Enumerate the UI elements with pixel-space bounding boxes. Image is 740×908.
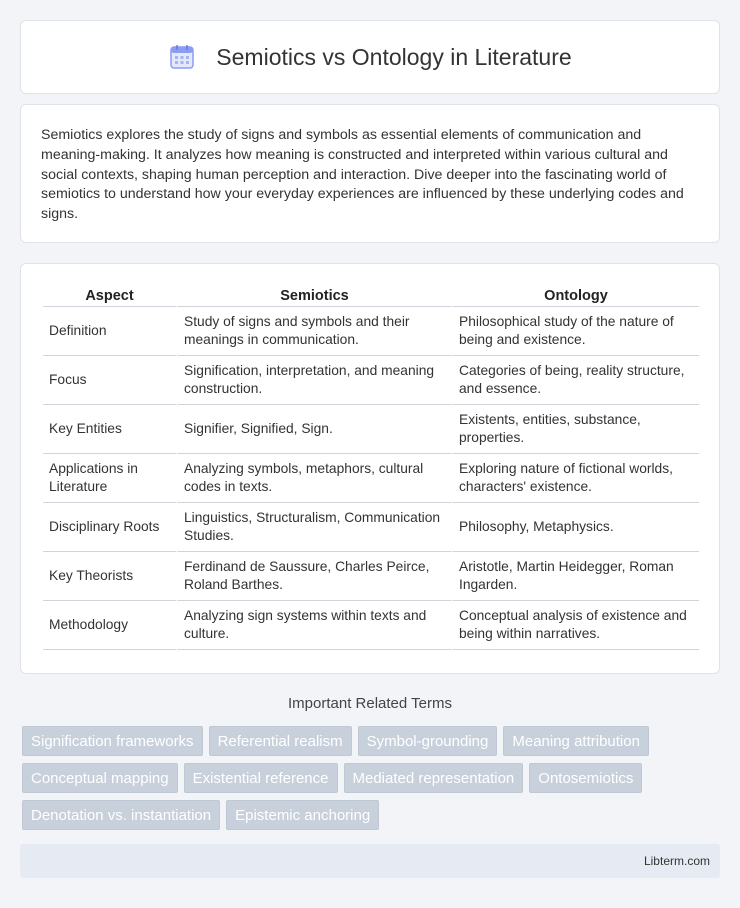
table-row	[43, 454, 699, 503]
aspect-cell: Definition	[43, 307, 176, 356]
footer	[20, 844, 720, 878]
intro-text: Semiotics explores the study of signs and symbols as essential elements of communication and meaning-making. It analyzes how meaning is constructed and interpreted within various cultural and social contexts, shaping human perception and interaction. Dive deeper into the fascinating world of semiotics to understand how your everyday experiences are influenced by these underlying codes and signs.	[41, 127, 684, 223]
table-row	[43, 503, 699, 552]
table-header-row	[43, 286, 699, 307]
aspect-cell: Key Entities	[43, 405, 176, 454]
related-term-tag[interactable]: Referential realism	[209, 726, 352, 756]
ontology-cell: Aristotle, Martin Heidegger, Roman Ingarden.	[451, 552, 699, 601]
related-terms-list	[22, 726, 722, 830]
calendar-icon	[168, 43, 196, 71]
comparison-table	[43, 286, 699, 650]
ontology-cell: Existents, entities, substance, properties.	[451, 405, 699, 454]
table-row	[43, 552, 699, 601]
semiotics-cell: Signifier, Signified, Sign.	[176, 405, 451, 454]
semiotics-cell: Study of signs and symbols and their meanings in communication.	[176, 307, 451, 356]
aspect-cell: Key Theorists	[43, 552, 176, 601]
table-row	[43, 601, 699, 650]
related-term-tag[interactable]: Mediated representation	[344, 763, 524, 793]
semiotics-cell: Signification, interpretation, and meaning construction.	[176, 356, 451, 405]
aspect-cell: Focus	[43, 356, 176, 405]
related-term-tag[interactable]: Conceptual mapping	[22, 763, 178, 793]
table-row	[43, 405, 699, 454]
aspect-cell: Disciplinary Roots	[43, 503, 176, 552]
table-row	[43, 307, 699, 356]
header-card	[20, 20, 720, 94]
related-term-tag[interactable]: Signification frameworks	[22, 726, 203, 756]
related-term-tag[interactable]: Ontosemiotics	[529, 763, 642, 793]
header-semiotics: Semiotics	[176, 286, 451, 307]
semiotics-cell: Linguistics, Structuralism, Communication Studies.	[176, 503, 451, 552]
ontology-cell: Conceptual analysis of existence and being within narratives.	[451, 601, 699, 650]
ontology-cell: Exploring nature of fictional worlds, characters' existence.	[451, 454, 699, 503]
header-ontology: Ontology	[451, 286, 699, 307]
related-term-tag[interactable]: Symbol-grounding	[358, 726, 498, 756]
header-aspect: Aspect	[43, 286, 176, 307]
related-term-tag[interactable]: Meaning attribution	[503, 726, 649, 756]
aspect-cell: Applications in Literature	[43, 454, 176, 503]
aspect-cell: Methodology	[43, 601, 176, 650]
semiotics-cell: Analyzing symbols, metaphors, cultural codes in texts.	[176, 454, 451, 503]
related-term-tag[interactable]: Epistemic anchoring	[226, 800, 379, 830]
related-term-tag[interactable]: Denotation vs. instantiation	[22, 800, 220, 830]
related-terms-title: Important Related Terms	[288, 695, 452, 712]
semiotics-cell: Analyzing sign systems within texts and culture.	[176, 601, 451, 650]
ontology-cell: Philosophical study of the nature of being and existence.	[451, 307, 699, 356]
footer-site-link[interactable]: Libterm.com	[643, 854, 710, 868]
table-row	[43, 356, 699, 405]
semiotics-cell: Ferdinand de Saussure, Charles Peirce, Roland Barthes.	[176, 552, 451, 601]
intro-card	[20, 104, 720, 243]
comparison-table-card	[20, 263, 720, 674]
ontology-cell: Philosophy, Metaphysics.	[451, 503, 699, 552]
related-term-tag[interactable]: Existential reference	[184, 763, 338, 793]
ontology-cell: Categories of being, reality structure, and essence.	[451, 356, 699, 405]
page-title: Semiotics vs Ontology in Literature	[216, 43, 572, 70]
